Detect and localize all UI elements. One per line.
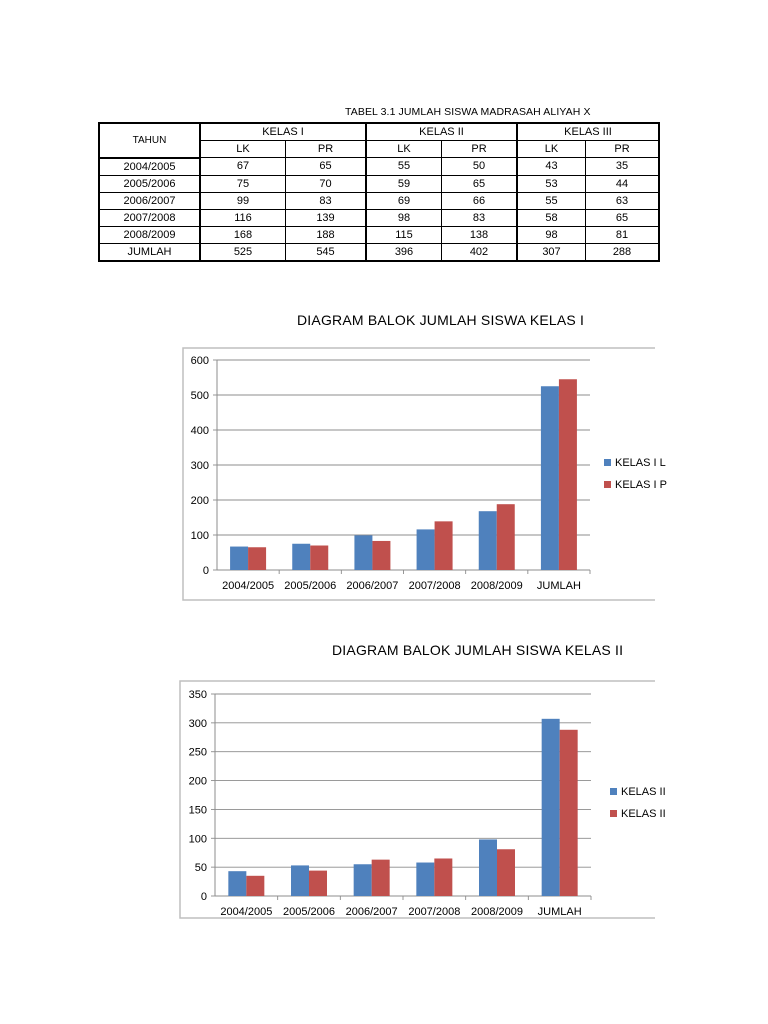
chart-title-kelas-1: DIAGRAM BALOK JUMLAH SISWA KELAS I xyxy=(297,312,585,328)
y-tick-label: 250 xyxy=(188,746,207,759)
y-tick-label: 350 xyxy=(188,689,207,701)
y-tick-label: 400 xyxy=(190,425,209,437)
value-cell: 168 xyxy=(200,226,286,243)
year-column-header: TAHUN xyxy=(99,123,200,158)
y-tick-label: 100 xyxy=(190,530,209,542)
x-tick-label: 2007/2008 xyxy=(408,906,461,918)
value-cell: 81 xyxy=(586,226,660,243)
legend-label: KELAS II xyxy=(621,786,666,798)
bar-lk xyxy=(479,839,497,896)
x-tick-label: JUMLAH xyxy=(537,906,582,918)
value-cell: 98 xyxy=(517,226,586,243)
value-cell: 396 xyxy=(366,243,442,261)
year-cell: 2007/2008 xyxy=(99,209,200,226)
y-tick-label: 300 xyxy=(190,460,209,472)
x-tick-label: 2008/2009 xyxy=(470,580,523,592)
y-tick-label: 0 xyxy=(202,565,209,577)
bar-lk xyxy=(542,719,560,896)
x-tick-label: JUMLAH xyxy=(536,580,581,592)
value-cell: 545 xyxy=(286,243,367,261)
y-tick-label: 150 xyxy=(188,804,207,817)
group-header-kelas-2: KELAS II xyxy=(366,123,517,141)
group-header-kelas-3: KELAS III xyxy=(517,123,659,141)
value-cell: 75 xyxy=(200,175,286,192)
chart-title-kelas-2: DIAGRAM BALOK JUMLAH SISWA KELAS II xyxy=(332,642,624,658)
sub-header: PR xyxy=(586,141,660,158)
value-cell: 116 xyxy=(200,209,286,226)
year-cell: 2004/2005 xyxy=(99,158,200,176)
value-cell: 525 xyxy=(200,243,286,261)
y-tick-label: 0 xyxy=(200,891,207,903)
bar-lk xyxy=(291,865,309,896)
sub-header: LK xyxy=(366,141,442,158)
y-tick-label: 200 xyxy=(190,495,209,507)
value-cell: 69 xyxy=(366,192,442,209)
bar-lk xyxy=(228,871,246,896)
x-tick-label: 2005/2006 xyxy=(284,580,337,592)
value-cell: 59 xyxy=(366,175,442,192)
value-cell: 58 xyxy=(517,209,586,226)
bar-lk xyxy=(354,864,372,896)
legend-label: KELAS II xyxy=(621,808,666,820)
x-tick-label: 2007/2008 xyxy=(408,580,461,592)
value-cell: 53 xyxy=(517,175,586,192)
value-cell: 83 xyxy=(442,209,518,226)
sub-header: LK xyxy=(200,141,286,158)
x-tick-label: 2006/2007 xyxy=(346,580,399,592)
value-cell: 43 xyxy=(517,158,586,176)
x-tick-label: 2004/2005 xyxy=(222,580,275,592)
sub-header: LK xyxy=(517,141,586,158)
bar-pr xyxy=(434,858,452,896)
value-cell: 115 xyxy=(366,226,442,243)
y-tick-label: 100 xyxy=(188,833,207,846)
bar-pr xyxy=(497,849,515,896)
bar-pr xyxy=(246,876,264,896)
sub-header: PR xyxy=(286,141,367,158)
bar-lk xyxy=(416,863,434,896)
y-tick-label: 600 xyxy=(190,355,209,367)
bar-pr xyxy=(560,730,578,896)
value-cell: 138 xyxy=(442,226,518,243)
value-cell: 98 xyxy=(366,209,442,226)
value-cell: 70 xyxy=(286,175,367,192)
x-tick-label: 2005/2006 xyxy=(283,906,335,918)
value-cell: 188 xyxy=(286,226,367,243)
group-header-kelas-1: KELAS I xyxy=(200,123,366,141)
y-tick-label: 500 xyxy=(190,390,209,402)
value-cell: 66 xyxy=(442,192,518,209)
value-cell: 307 xyxy=(517,243,586,261)
y-tick-label: 200 xyxy=(188,775,207,788)
legend-label: KELAS I L xyxy=(615,457,666,469)
value-cell: 139 xyxy=(286,209,367,226)
value-cell: 50 xyxy=(442,158,518,176)
bar-pr xyxy=(372,860,390,896)
year-cell: 2008/2009 xyxy=(99,226,200,243)
value-cell: 44 xyxy=(586,175,660,192)
year-cell: JUMLAH xyxy=(99,243,200,261)
value-cell: 35 xyxy=(586,158,660,176)
legend-swatch xyxy=(610,810,617,817)
value-cell: 402 xyxy=(442,243,518,261)
x-tick-label: 2004/2005 xyxy=(220,906,273,918)
value-cell: 83 xyxy=(286,192,367,209)
year-cell: 2006/2007 xyxy=(99,192,200,209)
sub-header: PR xyxy=(442,141,518,158)
table-title: TABEL 3.1 JUMLAH SISWA MADRASAH ALIYAH X xyxy=(345,106,591,118)
value-cell: 67 xyxy=(200,158,286,176)
y-tick-label: 50 xyxy=(194,862,207,875)
x-tick-label: 2008/2009 xyxy=(471,906,523,918)
value-cell: 288 xyxy=(586,243,660,261)
value-cell: 55 xyxy=(366,158,442,176)
value-cell: 63 xyxy=(586,192,660,209)
legend-swatch xyxy=(610,788,617,795)
value-cell: 65 xyxy=(442,175,518,192)
value-cell: 99 xyxy=(200,192,286,209)
year-cell: 2005/2006 xyxy=(99,175,200,192)
bar-pr xyxy=(309,871,327,896)
value-cell: 55 xyxy=(517,192,586,209)
x-tick-label: 2006/2007 xyxy=(345,906,398,918)
value-cell: 65 xyxy=(286,158,367,176)
y-tick-label: 300 xyxy=(188,717,207,730)
value-cell: 65 xyxy=(586,209,660,226)
legend-label: KELAS I P xyxy=(615,479,667,491)
